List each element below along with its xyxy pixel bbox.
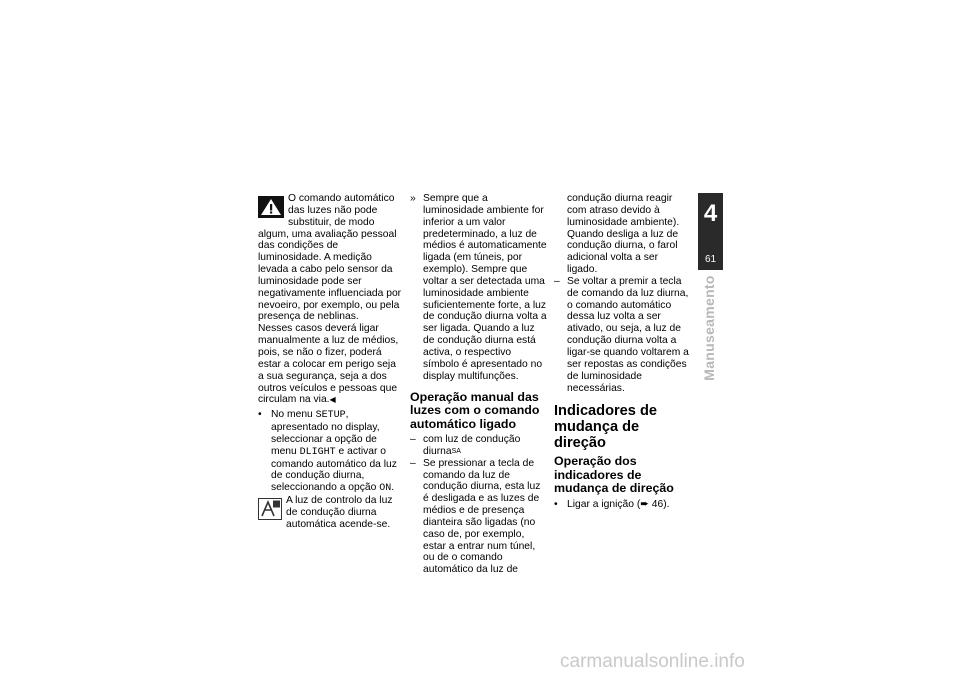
bullet-icon: • bbox=[258, 409, 262, 421]
chapter-label: Manuseamento bbox=[701, 275, 717, 381]
subsection-heading: Operação dos indicadores de mudança de direção bbox=[554, 454, 674, 496]
chapter-number: 4 bbox=[703, 200, 718, 227]
result-item: » Sempre que a luminosidade ambiente for inferior a um valor predeterminado, a luz de médios é automaticamente ligada (em túneis, por exemplo). Sempre que voltar a ser detectada uma luminosidade ambiente suficientemente forte, a luz de condução diurna volta a ser ligada. Quando a luz de condução diurna está activa, o respectivo símbolo é apresentado no display multifunções. bbox=[410, 193, 547, 382]
end-marker-icon: ◀ bbox=[329, 395, 336, 405]
dash-item: – Se pressionar a tecla de comando da luz de condução diurna, esta luz é desligada e as luzes de médios e de presença dianteira são ligadas (no caso de, por exemplo, estar a entrar num túnel, ou de o comando automático da luz de bbox=[410, 457, 541, 576]
dash-icon: – bbox=[410, 434, 416, 445]
info-paragraph bbox=[258, 495, 402, 531]
text-column-2 bbox=[410, 193, 548, 576]
result-arrow-icon: » bbox=[410, 193, 416, 204]
text-column-3 bbox=[554, 193, 690, 511]
list-item: • Ligar a ignição (➨ 46). bbox=[554, 498, 670, 510]
warning-triangle-icon bbox=[258, 196, 284, 218]
dash-icon: – bbox=[554, 275, 560, 287]
info-note-icon bbox=[258, 498, 282, 520]
continued-text: condução diurna reagir com atraso devido à luminosidade ambiente). Quando desliga a luz de condução diurna, o farol adicional volta a ser ligado. bbox=[567, 193, 680, 276]
bullet-icon: • bbox=[554, 498, 558, 510]
chapter-section-heading: Indicadores de mudança de direção bbox=[554, 403, 657, 452]
warning-paragraph bbox=[258, 193, 402, 323]
section-heading: Operação manual das luzes com o comando automático ligado bbox=[410, 389, 540, 431]
page-ref-arrow-icon: ➨ bbox=[640, 498, 652, 510]
page-ref: 46 bbox=[651, 498, 664, 510]
dash-icon: – bbox=[410, 457, 416, 469]
option-on: ON bbox=[379, 483, 392, 495]
warning-text: O comando automático das luzes não pode substituir, de modo algum, uma avaliação pessoal das condições de luminosidade. A medição levada a cabo pelo sensor da luminosidade pode ser negativamente influenciada por nevoeiro, por exemplo, ou pela presença de neblinas. bbox=[258, 193, 402, 323]
page-number: 61 bbox=[704, 254, 717, 265]
watermark-text: carmanualsonline.info bbox=[560, 651, 745, 672]
info-text: A luz de controlo da luz de condução diurna automática acende-se. bbox=[286, 495, 393, 530]
menu-dlight: DLIGHT bbox=[299, 446, 336, 458]
menu-setup: SETUP bbox=[315, 410, 346, 422]
caution-paragraph: Nesses casos deverá ligar manualmente a luz de médios, pois, se não o fizer, poderá estar a colocar em perigo seja a sua segurança, seja a dos outros veículos e pessoas que circulam na via.◀ bbox=[258, 323, 399, 406]
list-item: • No menu SETUP, apresentado no display, seleccionar a opção de menu DLIGHT e activar o comando automático da luz de condução diurna, seleccionando a opção ON. bbox=[258, 409, 397, 495]
dash-item: – Se voltar a premir a tecla de comando da luz diurna, o comando automático dessa luz volta a ser ativado, ou seja, a luz de condução diurna volta a ligar-se quando voltarem a ser repostas as condições de luminosidade necessárias. bbox=[554, 275, 689, 394]
dash-item: – com luz de condução diurna$^{SA}$ bbox=[410, 434, 521, 457]
text-column-1 bbox=[258, 193, 402, 531]
